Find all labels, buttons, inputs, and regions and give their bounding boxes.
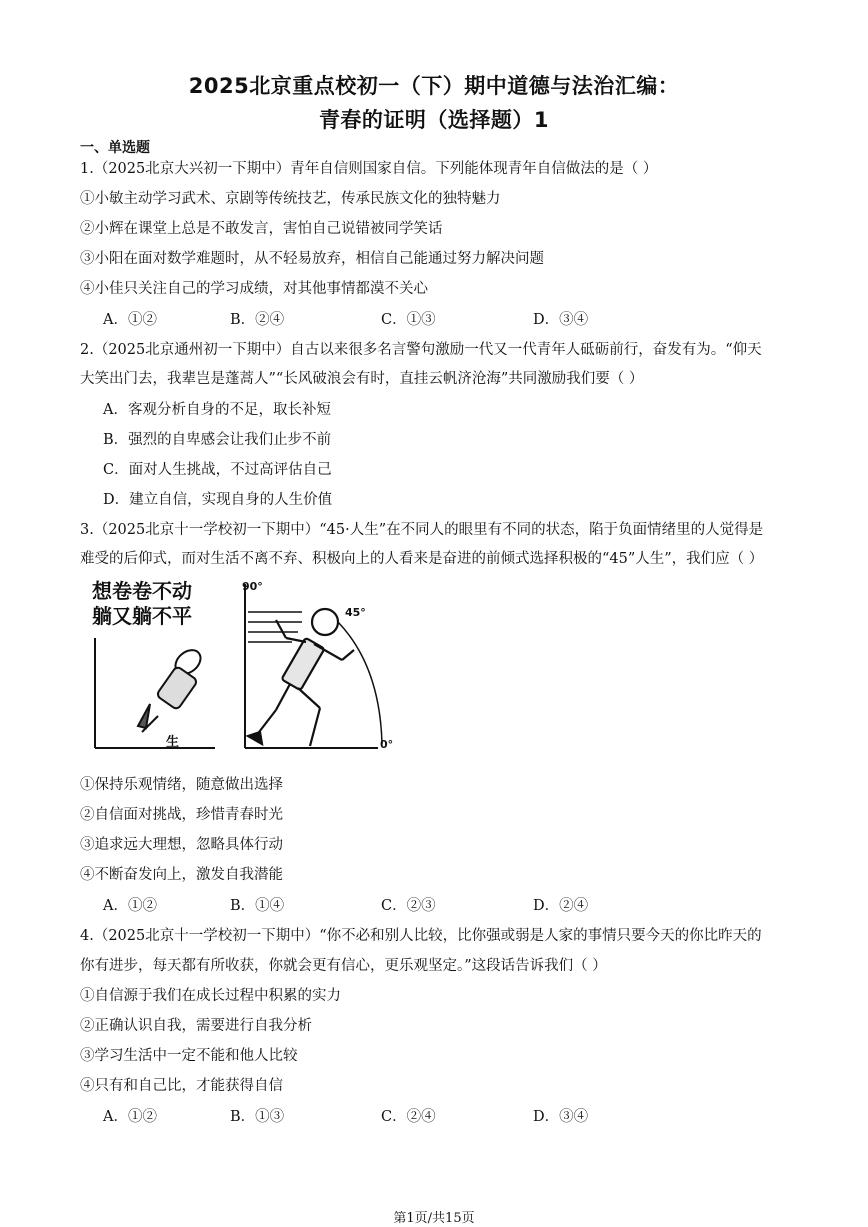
q3-option-a: A．①②: [103, 898, 157, 914]
q1-item-3: ③小阳在面对数学难题时，从不轻易放弃，相信自己能通过努力解决问题: [80, 251, 544, 267]
q3-option-c: C．②③: [381, 898, 436, 914]
q3-stem-line-1: 3.（2025北京十一学校初一下期中）“45·人生”在不同人的眼里有不同的状态，陷于负面情绪里的人觉得是: [80, 522, 764, 538]
q2-stem-line-2: 大笑出门去，我辈岂是蓬蒿人”“长风破浪会有时，直挂云帆济沧海”共同激励我们要（ ）: [80, 371, 644, 387]
q3-cartoon-figure: [80, 576, 400, 760]
cartoon-caption-1: 想卷卷不动: [92, 579, 192, 603]
q1-item-4: ④小佳只关注自己的学习成绩，对其他事情都漠不关心: [80, 281, 428, 297]
q4-item-4: ④只有和自己比，才能获得自信: [80, 1078, 283, 1094]
q3-option-b: B．①④: [230, 898, 285, 914]
cartoon-illustration: [80, 576, 400, 760]
q2-option-b: B．强烈的自卑感会让我们止步不前: [103, 432, 332, 448]
q1-option-a: A．①②: [103, 312, 157, 328]
page-footer: 第1页/共15页: [393, 1211, 475, 1226]
q4-item-3: ③学习生活中一定不能和他人比较: [80, 1048, 298, 1064]
q4-stem-line-2: 你有进步，每天都有所收获，你就会更有信心，更乐观坚定。”这段话告诉我们（ ）: [80, 958, 607, 974]
q1-option-b: B．②④: [230, 312, 285, 328]
cartoon-caption-2: 躺又躺不平: [92, 604, 192, 628]
q3-item-4: ④不断奋发向上，激发自我潜能: [80, 867, 283, 883]
q3-item-1: ①保持乐观情绪，随意做出选择: [80, 777, 283, 793]
cartoon-label-sheng: 生: [166, 735, 180, 750]
q1-item-1: ①小敏主动学习武术、京剧等传统技艺，传承民族文化的独特魅力: [80, 191, 501, 207]
q4-item-2: ②正确认识自我，需要进行自我分析: [80, 1018, 312, 1034]
q4-option-d: D．③④: [533, 1109, 589, 1125]
q4-option-b: B．①③: [230, 1109, 285, 1125]
running-person-icon: [248, 609, 354, 746]
q1-option-c: C．①③: [381, 312, 436, 328]
q2-option-c: C．面对人生挑战，不过高评估自己: [103, 462, 332, 478]
q3-item-2: ②自信面对挑战，珍惜青春时光: [80, 807, 283, 823]
speed-lines-icon: [248, 612, 302, 642]
angle-label-45: 45°: [345, 606, 366, 619]
q4-stem-line-1: 4.（2025北京十一学校初一下期中）“你不必和别人比较，比你强或弱是人家的事情只要今天的你比昨天的: [80, 928, 762, 944]
q3-stem-line-2: 难受的后仰式，而对生活不离不弃、积极向上的人看来是奋进的前倾式选择积极的“45”人生”，我们应（ ）: [80, 551, 764, 567]
document-title-line-1: 2025北京重点校初一（下）期中道德与法治汇编：: [188, 74, 680, 98]
q4-option-a: A．①②: [103, 1109, 157, 1125]
arc-line: [338, 622, 382, 744]
angle-label-90: 90°: [242, 580, 263, 593]
q2-stem-line-1: 2.（2025北京通州初一下期中）自古以来很多名言警句激励一代又一代青年人砥砺前行，奋发有为。“仰天: [80, 342, 762, 358]
reclining-person-icon: [138, 645, 205, 732]
q2-option-d: D．建立自信，实现自身的人生价值: [103, 492, 333, 508]
angle-label-0: 0°: [380, 738, 394, 751]
q2-option-a: A．客观分析自身的不足，取长补短: [103, 402, 331, 418]
section-heading: 一、单选题: [80, 140, 150, 156]
q3-option-d: D．②④: [533, 898, 589, 914]
q3-item-3: ③追求远大理想，忽略具体行动: [80, 837, 283, 853]
q1-stem: 1.（2025北京大兴初一下期中）青年自信则国家自信。下列能体现青年自信做法的是（ ）: [80, 161, 658, 177]
q1-item-2: ②小辉在课堂上总是不敢发言，害怕自己说错被同学笑话: [80, 221, 443, 237]
q4-item-1: ①自信源于我们在成长过程中积累的实力: [80, 988, 341, 1004]
q4-option-c: C．②④: [381, 1109, 436, 1125]
document-title-line-2: 青春的证明（选择题）1: [318, 108, 550, 132]
q1-option-d: D．③④: [533, 312, 589, 328]
